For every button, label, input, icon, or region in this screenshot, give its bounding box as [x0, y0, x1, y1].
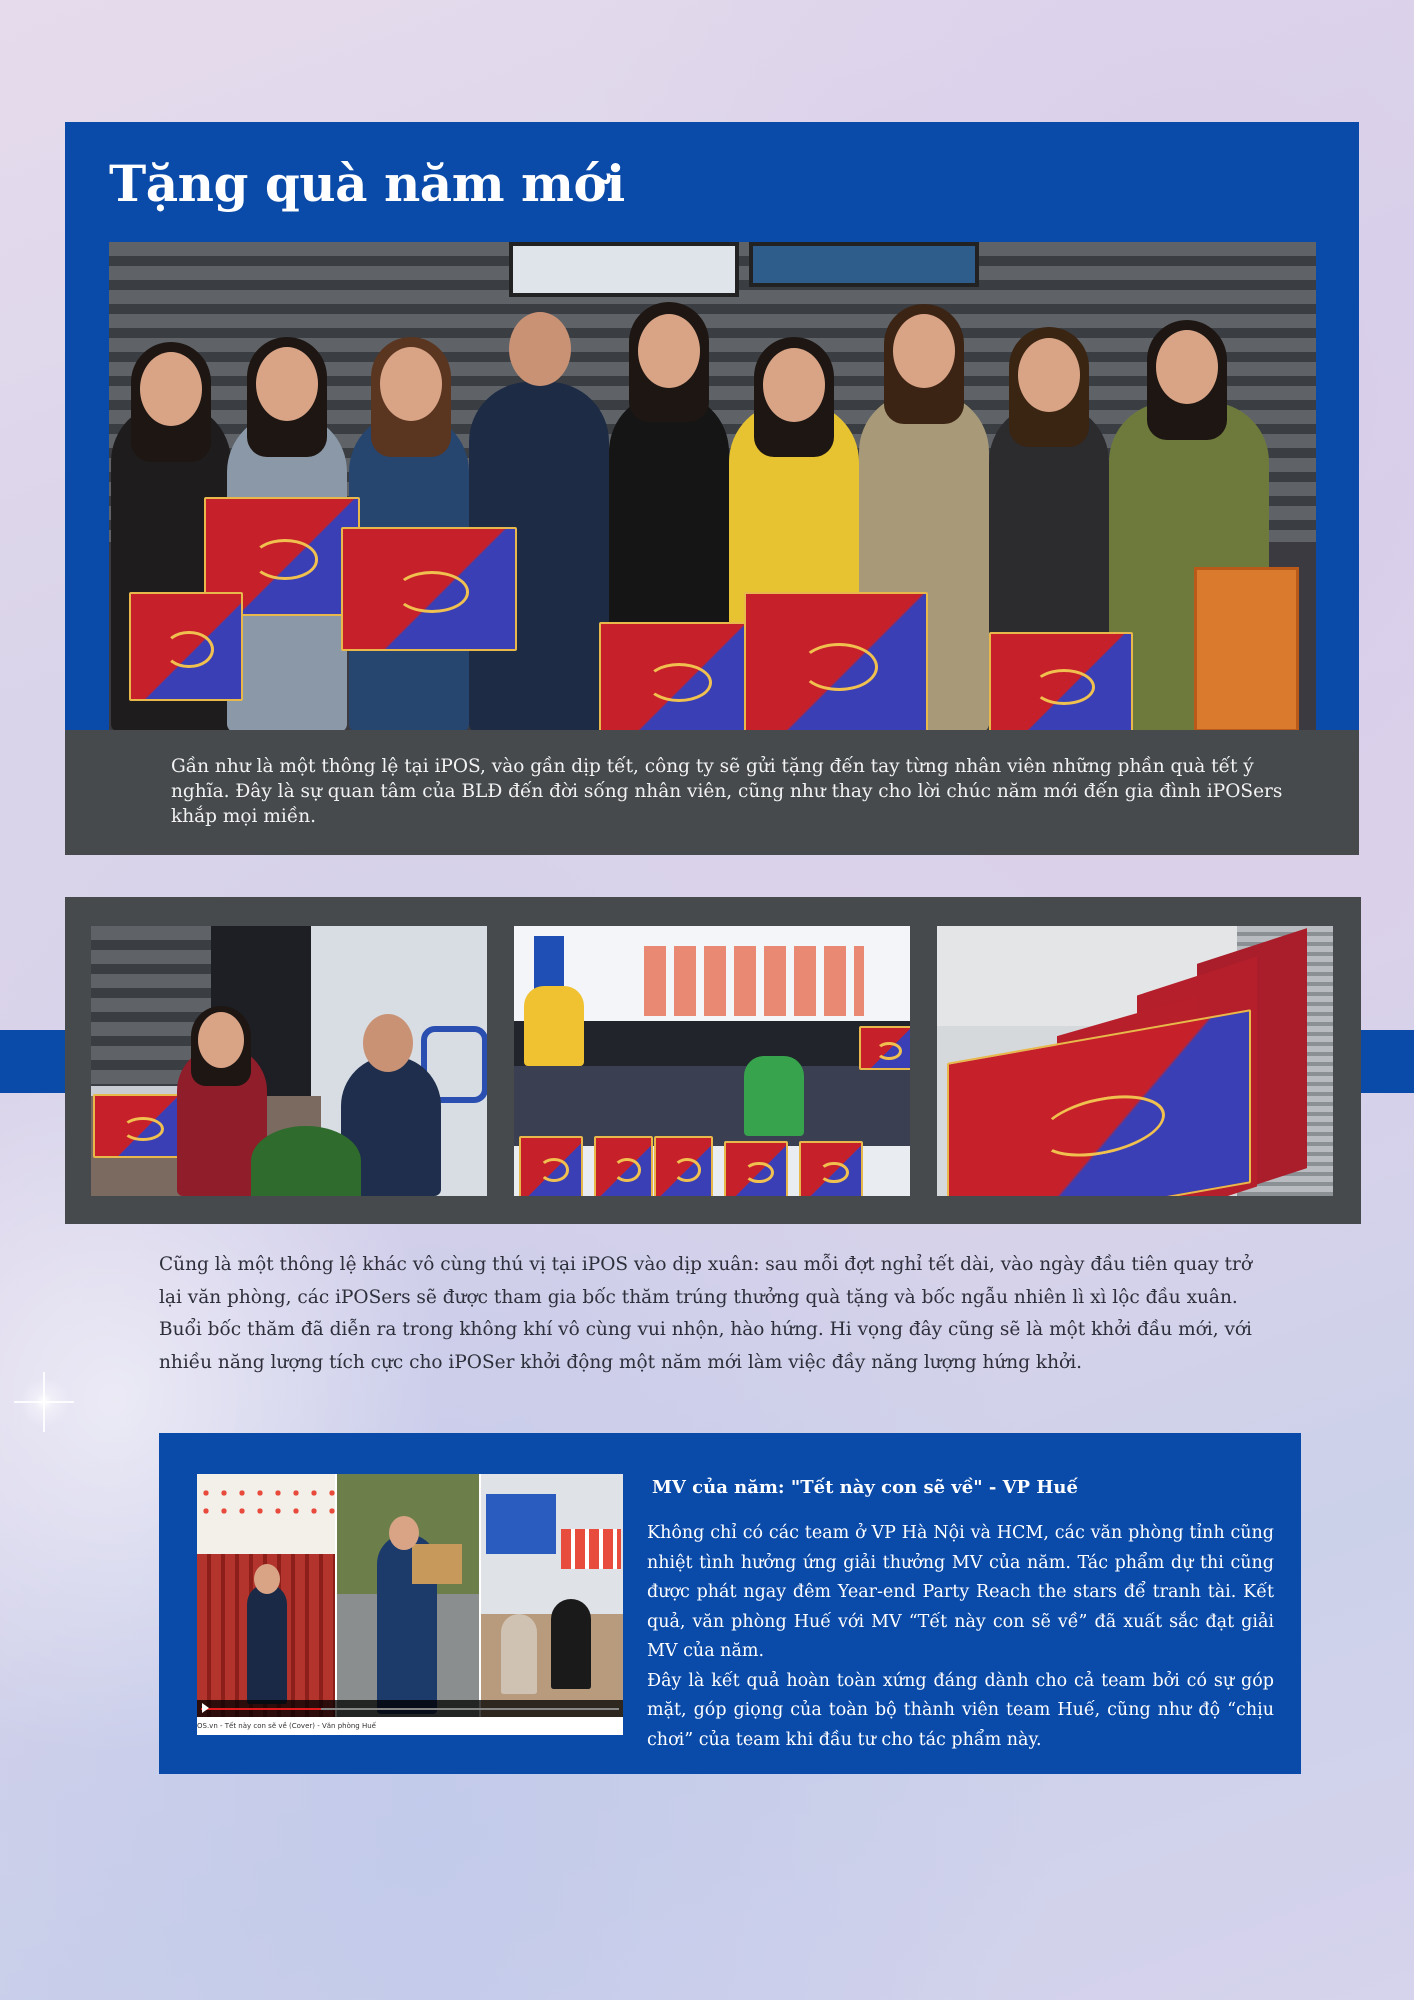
video-caption: OS.vn - Tết này con sẽ về (Cover) - Văn phòng Huế [197, 1717, 623, 1735]
gift-bag [654, 1136, 713, 1196]
gift-bag [594, 1136, 653, 1196]
birthday-frame [1194, 567, 1299, 732]
play-icon[interactable] [202, 1703, 209, 1713]
mv-paragraph: Đây là kết quả hoàn toàn xứng đáng dành cho cả team bởi có sự góp mặt, góp giọng của toàn bộ thành viên team Huế, cũng như độ “chịu chơi” của team khi đầu tư cho tác phẩm này. [647, 1670, 1274, 1750]
gallery-photo-group [514, 926, 910, 1196]
tv-screen [509, 242, 739, 297]
tv-screen [749, 242, 979, 287]
body-paragraph: Cũng là một thông lệ khác vô cùng thú vị tại iPOS vào dịp xuân: sau mỗi đợt nghỉ tết dài, vào ngày đầu tiên quay trở lại văn phòng, các iPOSers sẽ được tham gia bốc thăm trúng thưởng quà tặng và bốc ngẫu nhiên lì xì lộc đầu xuân. [159, 1254, 1252, 1308]
gift-bag [859, 1026, 910, 1070]
gift-section [65, 122, 1359, 855]
sparkle-decoration [14, 1372, 74, 1432]
gift-bag [129, 592, 243, 701]
section-title: Tặng quà năm mới [109, 154, 625, 213]
caption-text: Gần như là một thông lệ tại iPOS, vào gần dịp tết, công ty sẽ gửi tặng đến tay từng nhân viên những phần quà tết ý nghĩa. Đây là sự quan tâm của BLĐ đến đời sống nhân viên, cũng như thay cho lời chúc năm mới đến gia đình iPOSers khắp mọi miền. [171, 756, 1283, 827]
gift-bag [744, 592, 928, 732]
gift-bag [724, 1141, 788, 1196]
caption-band [65, 730, 1359, 855]
gift-bag [341, 527, 517, 651]
gallery-photo-bags [937, 926, 1333, 1196]
gift-bag [799, 1141, 863, 1196]
photo-gallery [65, 897, 1361, 1224]
mv-paragraph: Không chỉ có các team ở VP Hà Nội và HCM, các văn phòng tỉnh cũng nhiệt tình hưởng ứng giải thưởng MV của năm. Tác phẩm dự thi cũng được phát ngay đêm Year-end Party Reach the stars để tranh tài. Kết quả, văn phòng Huế với MV “Tết này con sẽ về” đã xuất sắc đạt giải MV của năm. [647, 1523, 1274, 1661]
gallery-photo-speech [91, 926, 487, 1196]
gift-bag [93, 1094, 187, 1158]
body-paragraph: Buổi bốc thăm đã diễn ra trong không khí vô cùng vui nhộn, hào hứng. Hi vọng đây cũng sẽ là một khởi đầu mới, với nhiều năng lượng tích cực cho iPOSer khởi động một năm mới làm việc đầy năng lượng hứng khởi. [159, 1319, 1252, 1373]
group-photo [109, 242, 1316, 732]
mv-description [647, 1519, 1274, 1755]
gift-bag [599, 622, 753, 732]
gift-bag [947, 1009, 1251, 1196]
gift-bag [989, 632, 1133, 732]
video-thumbnail[interactable] [197, 1474, 623, 1735]
mv-title: MV của năm: "Tết này con sẽ về" - VP Huế [652, 1477, 1078, 1498]
mv-section [159, 1433, 1301, 1774]
gift-bag [519, 1136, 583, 1196]
lucky-draw-text [159, 1249, 1259, 1379]
